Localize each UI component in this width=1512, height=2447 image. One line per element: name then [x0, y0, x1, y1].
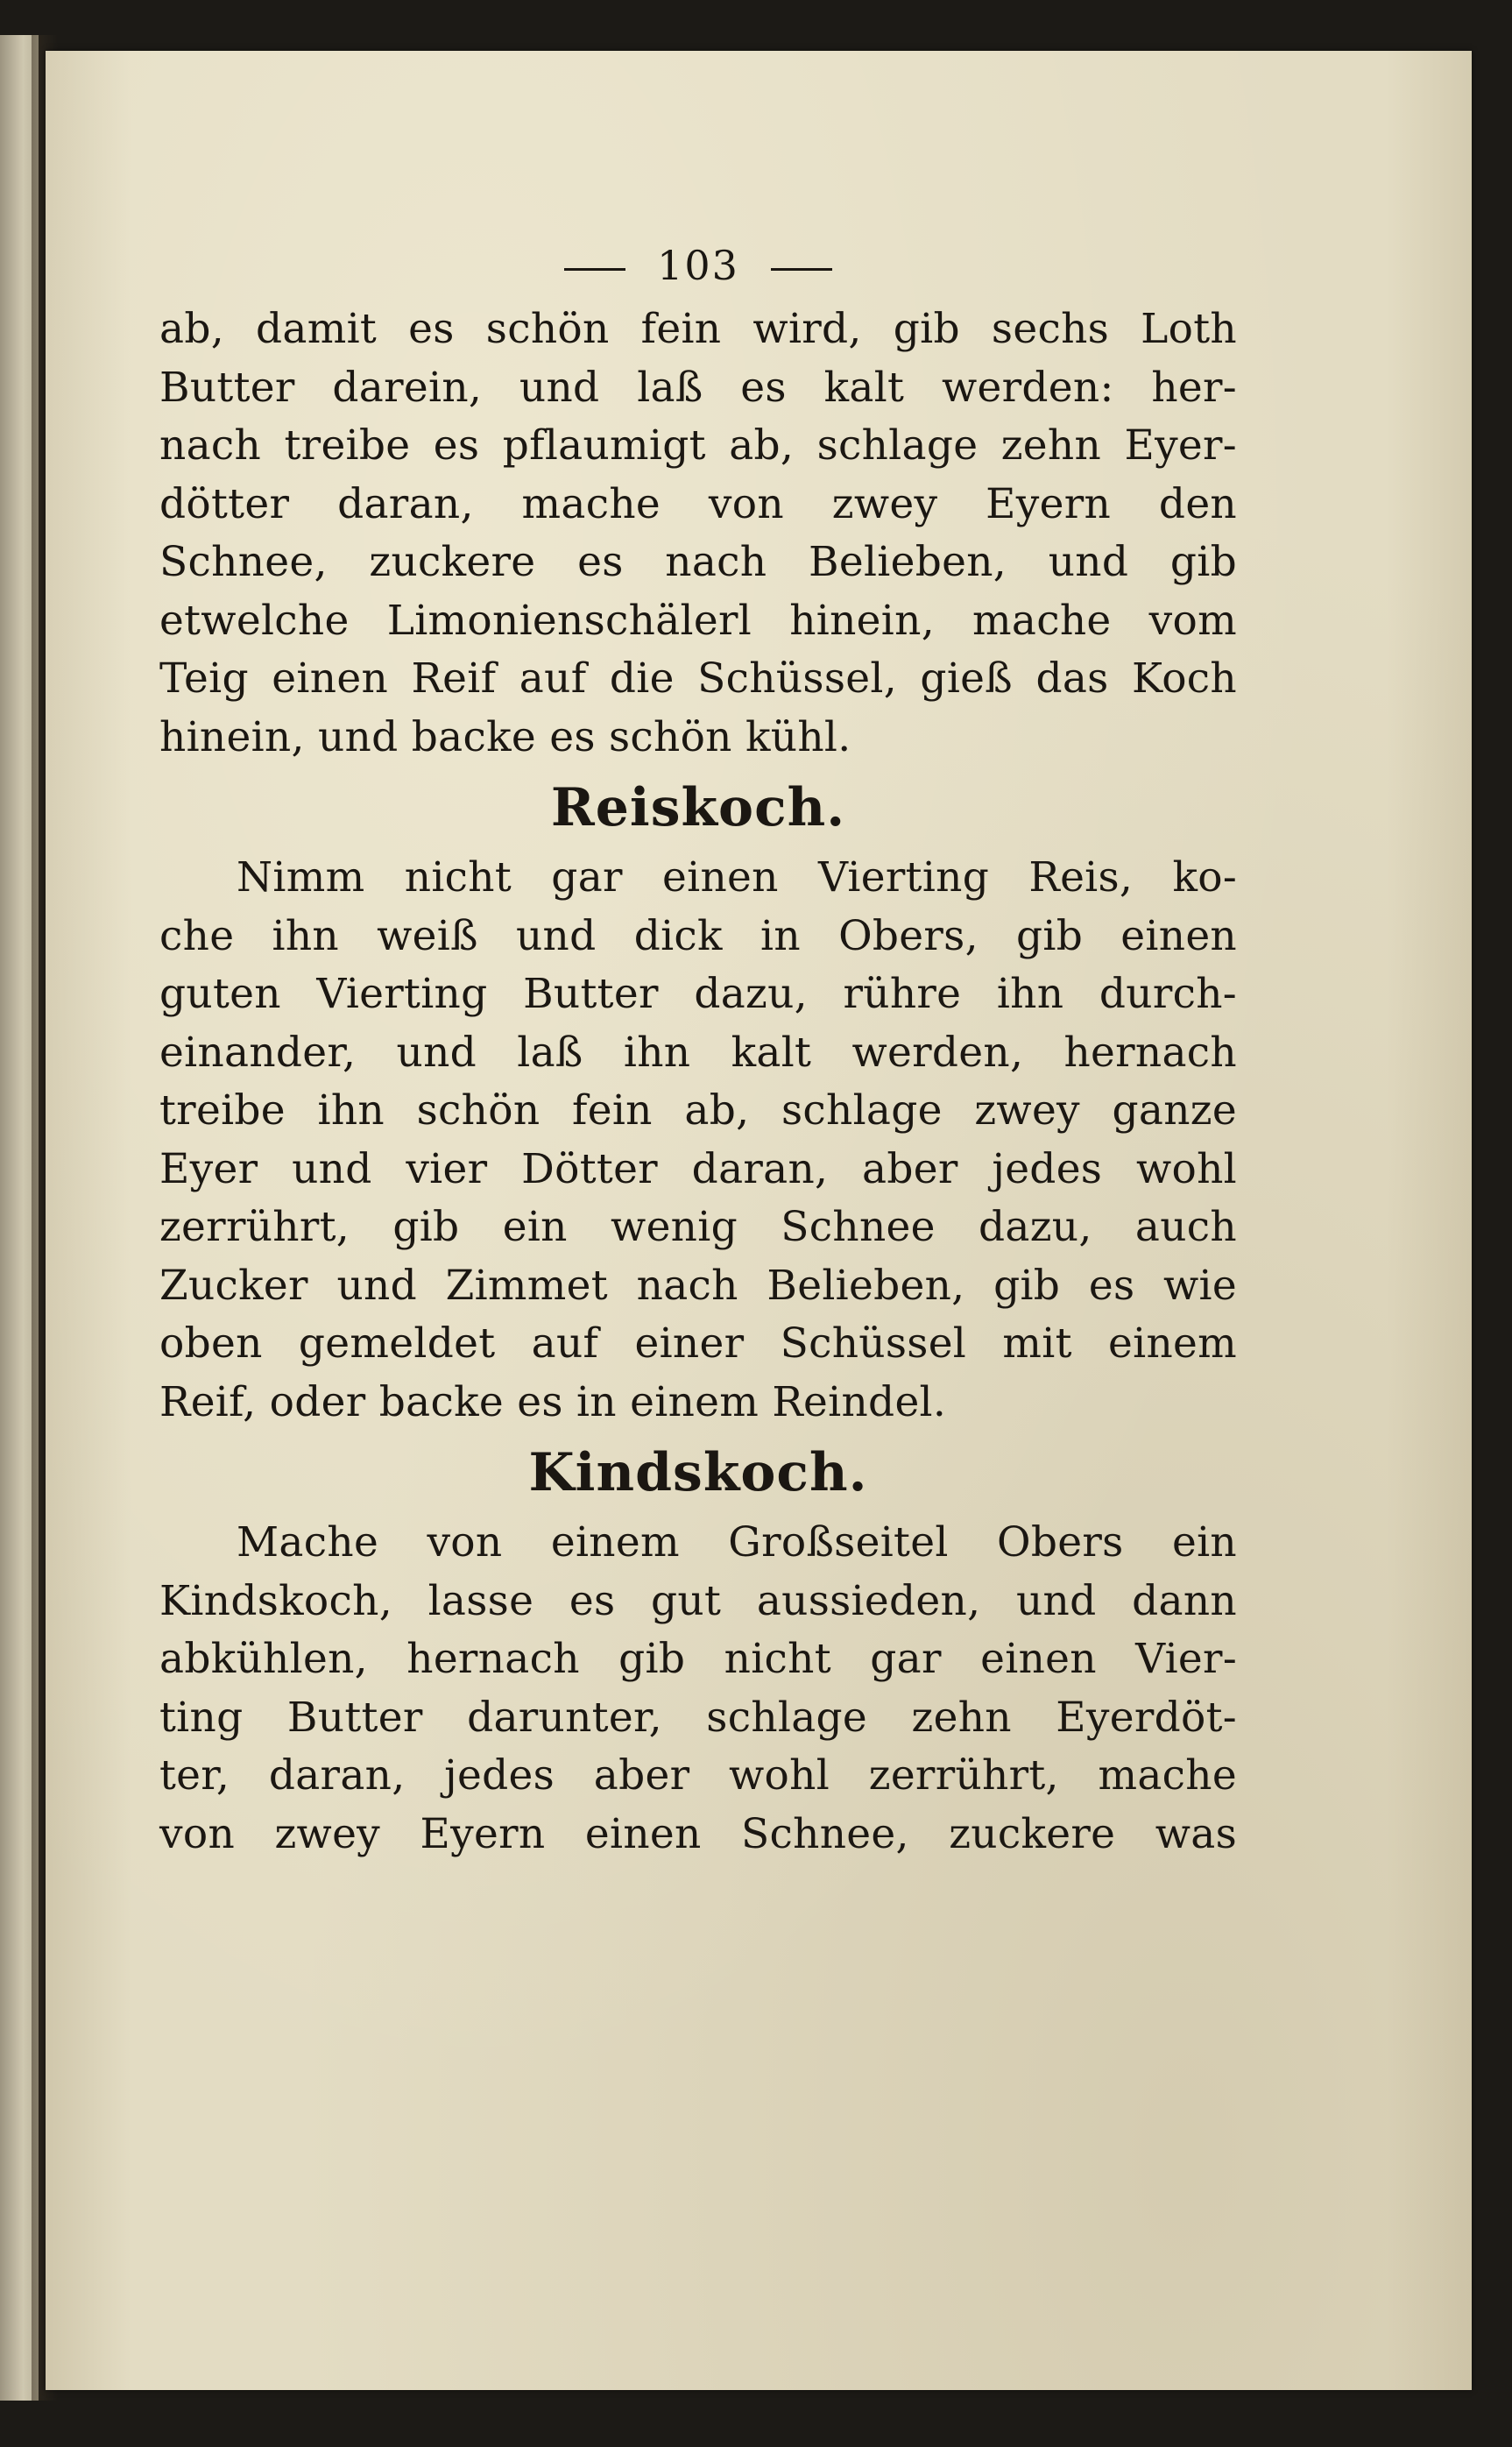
text-line: abkühlen, hernach gib nicht gar einen Vier-	[159, 1635, 1237, 1683]
text-line: Reif, oder backe es in einem Reindel.	[159, 1377, 947, 1426]
page-paper	[46, 51, 1472, 2390]
text-line: etwelche Limonienschälerl hinein, mache vom	[159, 596, 1237, 645]
text-line: Butter darein, und laß es kalt werden: her-	[159, 363, 1237, 412]
text-line: Eyer und vier Dötter daran, aber jedes wohl	[159, 1144, 1237, 1193]
text-line: Kindskoch, lasse es gut aussieden, und dann	[159, 1576, 1237, 1625]
text-line: Zucker und Zimmet nach Belieben, gib es wie	[159, 1261, 1237, 1310]
text-line: oben gemeldet auf einer Schüssel mit einem	[159, 1319, 1237, 1368]
folio-dash-left	[564, 268, 625, 271]
text-line: Mache von einem Großseitel Obers ein	[237, 1518, 1237, 1567]
text-line: guten Vierting Butter dazu, rühre ihn durch-	[159, 970, 1237, 1018]
page-content	[159, 239, 1237, 1864]
text-line: Nimm nicht gar einen Vierting Reis, ko-	[237, 853, 1237, 902]
text-line: treibe ihn schön fein ab, schlage zwey ganze	[159, 1086, 1237, 1135]
continuation-paragraph	[159, 301, 1237, 767]
recipe-paragraph-reiskoch	[159, 849, 1237, 1432]
text-line: Schnee, zuckere es nach Belieben, und gib	[159, 538, 1237, 586]
text-line: hinein, und backe es schön kühl.	[159, 712, 851, 761]
text-line: von zwey Eyern einen Schnee, zuckere was	[159, 1809, 1237, 1858]
text-line: zerrührt, gib ein wenig Schnee dazu, auch	[159, 1203, 1237, 1251]
text-line: einander, und laß ihn kalt werden, hernach	[159, 1028, 1237, 1077]
text-line: dötter daran, mache von zwey Eyern den	[159, 479, 1237, 528]
recipe-heading-kindskoch: Kindskoch.	[528, 1442, 868, 1503]
text-line: ter, daran, jedes aber wohl zerrührt, mache	[159, 1751, 1237, 1800]
text-line: ab, damit es schön fein wird, gib sechs Loth	[159, 305, 1237, 353]
text-line: che ihn weiß und dick in Obers, gib einen	[159, 911, 1237, 960]
recipe-heading-reiskoch: Reiskoch.	[550, 777, 846, 838]
text-line: nach treibe es pflaumigt ab, schlage zehn Eyer-	[159, 421, 1237, 470]
folio-dash-right	[771, 268, 832, 271]
text-line: ting Butter darunter, schlage zehn Eyerdöt-	[159, 1693, 1237, 1742]
page-number-header	[159, 239, 1237, 292]
recipe-paragraph-kindskoch	[159, 1514, 1237, 1864]
text-line: Teig einen Reif auf die Schüssel, gieß das Koch	[159, 654, 1237, 703]
page-number: 103	[657, 242, 739, 289]
